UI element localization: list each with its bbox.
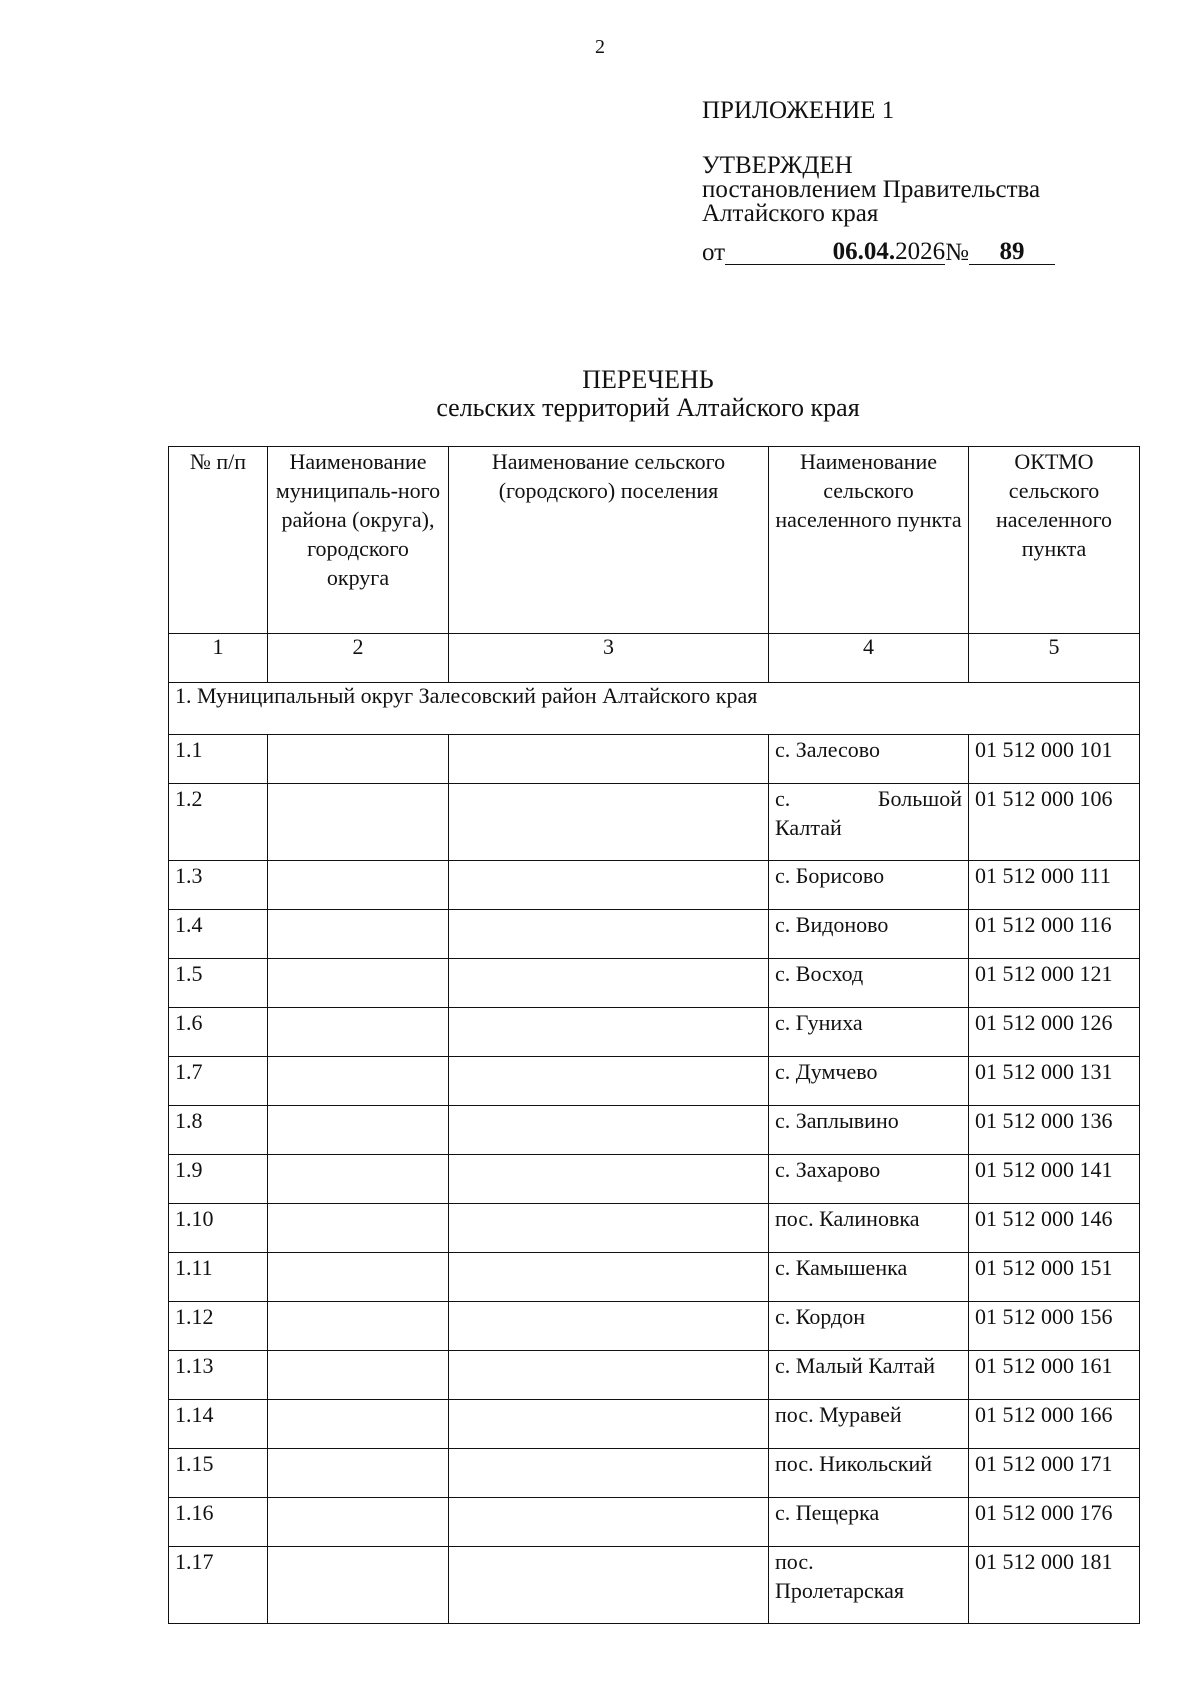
header-cell: Наименование муниципаль-ного района (округа), городского округа: [268, 447, 449, 634]
oktmo-cell: 01 512 000 171: [969, 1449, 1140, 1498]
appendix-label: ПРИЛОЖЕНИЕ 1: [702, 97, 895, 124]
table-row: [169, 1498, 1140, 1547]
place-cell: [769, 1547, 969, 1624]
oktmo-cell: 01 512 000 181: [969, 1547, 1140, 1624]
settlements-table: [168, 446, 1140, 1624]
place-cell: пос. Муравей: [769, 1400, 969, 1449]
settlement-cell: [449, 1008, 769, 1057]
approval-line-1: постановлением Правительства: [702, 176, 1041, 203]
table-row: [169, 1302, 1140, 1351]
column-number-row: [169, 634, 1140, 683]
number-label: №: [945, 239, 969, 266]
district-cell: [268, 1057, 449, 1106]
settlement-cell: [449, 959, 769, 1008]
place-cell: с. Гуниха: [769, 1008, 969, 1057]
row-number: 1.1: [169, 735, 268, 784]
table-row: [169, 959, 1140, 1008]
header-cell: ОКТМО сельского населенного пункта: [969, 447, 1140, 634]
row-number: 1.17: [169, 1547, 268, 1624]
row-number: 1.7: [169, 1057, 268, 1106]
section-row: [169, 683, 1140, 735]
district-cell: [268, 1498, 449, 1547]
district-cell: [268, 1008, 449, 1057]
place-prefix: с.: [775, 786, 791, 811]
settlement-cell: [449, 861, 769, 910]
settlement-cell: [449, 1400, 769, 1449]
row-number: 1.6: [169, 1008, 268, 1057]
table-row: [169, 735, 1140, 784]
district-cell: [268, 1547, 449, 1624]
page-number: 2: [595, 36, 605, 58]
district-cell: [268, 861, 449, 910]
place-cell: с. Заплывино: [769, 1106, 969, 1155]
approved-label: УТВЕРЖДЕН: [702, 152, 853, 179]
district-cell: [268, 784, 449, 861]
document-heading: [0, 366, 1200, 422]
place-cell: пос. Калиновка: [769, 1204, 969, 1253]
district-cell: [268, 959, 449, 1008]
oktmo-cell: 01 512 000 126: [969, 1008, 1140, 1057]
place-prefix: пос.: [775, 1549, 814, 1574]
approval-date: 06.04.: [725, 240, 895, 265]
heading-title: ПЕРЕЧЕНЬ: [582, 365, 714, 394]
place-cell: с. Восход: [769, 959, 969, 1008]
settlement-cell: [449, 1204, 769, 1253]
row-number: 1.5: [169, 959, 268, 1008]
column-number: 2: [268, 634, 449, 683]
table-row: [169, 1008, 1140, 1057]
approval-year: 2026: [895, 238, 946, 265]
table-row: [169, 1155, 1140, 1204]
oktmo-cell: 01 512 000 121: [969, 959, 1140, 1008]
district-cell: [268, 1253, 449, 1302]
section-title: 1. Муниципальный округ Залесовский район Алтайского края: [169, 683, 1140, 735]
oktmo-cell: 01 512 000 151: [969, 1253, 1140, 1302]
place-name-part: Большой: [877, 786, 962, 811]
settlement-cell: [449, 1106, 769, 1155]
column-number: 1: [169, 634, 268, 683]
settlement-cell: [449, 1302, 769, 1351]
settlement-cell: [449, 1253, 769, 1302]
approval-number: 89: [969, 240, 1055, 265]
table-row: [169, 1351, 1140, 1400]
oktmo-cell: 01 512 000 176: [969, 1498, 1140, 1547]
row-number: 1.11: [169, 1253, 268, 1302]
settlement-cell: [449, 1351, 769, 1400]
approval-block: [702, 98, 1122, 265]
row-number: 1.10: [169, 1204, 268, 1253]
place-cell: с. Борисово: [769, 861, 969, 910]
oktmo-cell: 01 512 000 131: [969, 1057, 1140, 1106]
place-cell: с. Захарово: [769, 1155, 969, 1204]
header-cell: Наименование сельского населенного пункта: [769, 447, 969, 634]
oktmo-cell: 01 512 000 146: [969, 1204, 1140, 1253]
settlement-cell: [449, 1449, 769, 1498]
settlement-cell: [449, 910, 769, 959]
column-number: 5: [969, 634, 1140, 683]
row-number: 1.3: [169, 861, 268, 910]
table-row: [169, 910, 1140, 959]
settlement-cell: [449, 1155, 769, 1204]
oktmo-cell: 01 512 000 141: [969, 1155, 1140, 1204]
header-cell: № п/п: [169, 447, 268, 634]
row-number: 1.13: [169, 1351, 268, 1400]
table-row: [169, 1449, 1140, 1498]
place-cell: с. Пещерка: [769, 1498, 969, 1547]
district-cell: [268, 1449, 449, 1498]
column-number: 4: [769, 634, 969, 683]
oktmo-cell: 01 512 000 156: [969, 1302, 1140, 1351]
oktmo-cell: 01 512 000 136: [969, 1106, 1140, 1155]
row-number: 1.9: [169, 1155, 268, 1204]
table-row: [169, 1253, 1140, 1302]
oktmo-cell: 01 512 000 161: [969, 1351, 1140, 1400]
district-cell: [268, 1106, 449, 1155]
row-number: 1.2: [169, 784, 268, 861]
place-cell: пос. Никольский: [769, 1449, 969, 1498]
approval-date-line: [702, 240, 1122, 265]
settlement-cell: [449, 735, 769, 784]
place-name-part: Пролетарская: [775, 1578, 904, 1603]
table-row: [169, 1106, 1140, 1155]
table-row: [169, 1547, 1140, 1624]
table-row: [169, 861, 1140, 910]
oktmo-cell: 01 512 000 166: [969, 1400, 1140, 1449]
from-label: от: [702, 239, 726, 266]
oktmo-cell: 01 512 000 111: [969, 861, 1140, 910]
place-line: [775, 1547, 962, 1576]
place-cell: с. Малый Калтай: [769, 1351, 969, 1400]
row-number: 1.12: [169, 1302, 268, 1351]
header-cell: Наименование сельского (городского) поселения: [449, 447, 769, 634]
row-number: 1.16: [169, 1498, 268, 1547]
place-cell: с. Залесово: [769, 735, 969, 784]
settlement-cell: [449, 1547, 769, 1624]
place-cell: [769, 784, 969, 861]
table-header-row: [169, 447, 1140, 634]
oktmo-cell: 01 512 000 116: [969, 910, 1140, 959]
table-row: [169, 1204, 1140, 1253]
table-row: [169, 1400, 1140, 1449]
approval-line-2: Алтайского края: [702, 200, 879, 227]
place-line: [775, 784, 962, 813]
oktmo-cell: 01 512 000 106: [969, 784, 1140, 861]
row-number: 1.4: [169, 910, 268, 959]
district-cell: [268, 1351, 449, 1400]
settlement-cell: [449, 1057, 769, 1106]
table-row: [169, 1057, 1140, 1106]
row-number: 1.14: [169, 1400, 268, 1449]
table-row: [169, 784, 1140, 861]
settlement-cell: [449, 1498, 769, 1547]
place-cell: с. Камышенка: [769, 1253, 969, 1302]
settlement-cell: [449, 784, 769, 861]
place-cell: с. Кордон: [769, 1302, 969, 1351]
district-cell: [268, 910, 449, 959]
place-cell: с. Видоново: [769, 910, 969, 959]
heading-subtitle: сельских территорий Алтайского края: [436, 393, 860, 422]
district-cell: [268, 1155, 449, 1204]
row-number: 1.15: [169, 1449, 268, 1498]
place-cell: с. Думчево: [769, 1057, 969, 1106]
district-cell: [268, 1400, 449, 1449]
district-cell: [268, 1302, 449, 1351]
row-number: 1.8: [169, 1106, 268, 1155]
district-cell: [268, 1204, 449, 1253]
place-name-part: Калтай: [775, 815, 842, 840]
column-number: 3: [449, 634, 769, 683]
district-cell: [268, 735, 449, 784]
oktmo-cell: 01 512 000 101: [969, 735, 1140, 784]
